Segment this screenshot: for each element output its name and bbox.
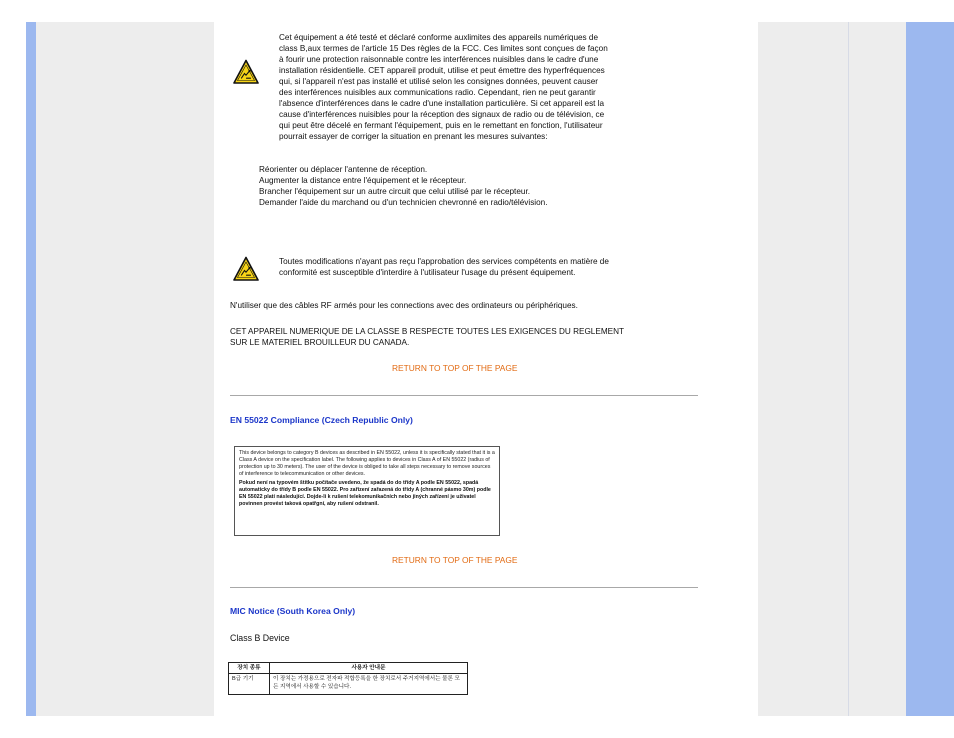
fcc-line: qui peut être décelé en fermant l'équipement, puis en le remettant en fonction, l'utilisateur — [279, 121, 603, 130]
warning-icon — [233, 256, 259, 282]
measure-item: Réorienter ou déplacer l'antenne de réception. — [259, 165, 428, 174]
fcc-line: à fourir une protection raisonnable contre les interférences nuisibles dans le cadre d'une — [279, 55, 599, 64]
canada-statement-line: CET APPAREIL NUMERIQUE DE LA CLASSE B RESPECTE TOUTES LES EXIGENCES DU REGLEMENT — [230, 327, 625, 336]
table-cell: B급 기기 — [229, 674, 270, 695]
modification-warning-line: Toutes modifications n'ayant pas reçu l'approbation des services compétents en matière de — [279, 257, 609, 266]
measure-item: Augmenter la distance entre l'équipement et le récepteur. — [259, 176, 467, 185]
right-frame-blue-bar — [906, 22, 954, 716]
modification-warning-line: conformité est susceptible d'interdire à l'utilisateur l'usage du présent équipement. — [279, 268, 576, 277]
document-content — [214, 22, 758, 716]
fcc-line: installation résidentielle. CET appareil produit, utilise et peut émettre des hyperfréquences — [279, 66, 605, 75]
measure-item: Demander l'aide du marchand ou d'un technicien chevronné en radio/télévision. — [259, 198, 548, 207]
fcc-line: Cet équipement a été testé et déclaré conforme auxlimites des appareils numériques de — [279, 33, 599, 42]
fcc-line: l'absence d'interférences dans le cadre d'une installation particulière. Si cet appareil est la — [279, 99, 605, 108]
left-frame-blue-bar — [26, 22, 36, 716]
mic-heading: MIC Notice (South Korea Only) — [230, 606, 356, 616]
fcc-line: qui, si l'appareil n'est pas installé et utilisé selon les consignes données, peuvent causer — [279, 77, 598, 86]
table-cell: 이 장치는 가정용으로 전자파 적합등록을 한 장치로서 주거지역에서는 물론 모든 지역에서 사용할 수 있습니다. — [270, 674, 468, 695]
en55022-heading: EN 55022 Compliance (Czech Republic Only) — [230, 415, 413, 425]
fcc-line: pourrait essayer de corriger la situation en prenant les mesures suivantes: — [279, 132, 548, 141]
rf-cables-note: N'utiliser que des câbles RF armés pour les connections avec des ordinateurs ou périphériques. — [230, 301, 578, 310]
class-b-device-label: Class B Device — [230, 633, 290, 643]
section-divider — [230, 395, 698, 396]
en55022-english-text: This device belongs to category B devices as described in EN 55022, unless it is specifically stated that it is a Class A device on the specification label. The following applies to devices in Class A of EN 55022 (radius of protection up to 30 meters). The user of the device is obliged to take all steps necessary to remove sources of interference to telecommunication or other devices. — [239, 450, 495, 477]
left-frame-panel — [36, 22, 214, 716]
table-header-row — [229, 663, 468, 674]
section-divider — [230, 587, 698, 588]
fcc-line: des interférences nuisibles aux communications radio. Cependant, rien ne peut garantir — [279, 88, 596, 97]
en55022-notice-box — [234, 446, 500, 536]
return-to-top-link[interactable]: RETURN TO TOP OF THE PAGE — [392, 363, 518, 373]
right-frame-panel — [758, 22, 906, 716]
right-frame-divider — [848, 22, 849, 716]
table-header-cell: 장치 종류 — [229, 663, 270, 674]
table-header-cell: 사용자 안내문 — [270, 663, 468, 674]
en55022-czech-text: Pokud není na typovém štítku počítače uvedeno, že spadá do do třídy A podle EN 55022, spadá automaticky do třídy B podle EN 55022. Pro zařízení zařazená do třídy A (chranné pásmo 30m) podle EN 55022 platí následující. Dojde-li k rušení telekomunikačních nebo jiných zařízení je uživatel povinnen provést taková opatřgní, aby rušení odstranil. — [239, 480, 491, 507]
fcc-line: cause d'interférences nuisibles pour la réception des signaux de radio ou de télévision, ce — [279, 110, 605, 119]
return-to-top-link[interactable]: RETURN TO TOP OF THE PAGE — [392, 555, 518, 565]
warning-icon — [233, 59, 259, 85]
canada-statement-line: SUR LE MATERIEL BROUILLEUR DU CANADA. — [230, 338, 410, 347]
fcc-line: class B,aux termes de l'article 15 Des règles de la FCC. Ces limites sont conçues de façon — [279, 44, 608, 53]
mic-notice-table — [228, 662, 468, 695]
measure-item: Brancher l'équipement sur un autre circuit que celui utilisé par le récepteur. — [259, 187, 530, 196]
table-row — [229, 674, 468, 695]
